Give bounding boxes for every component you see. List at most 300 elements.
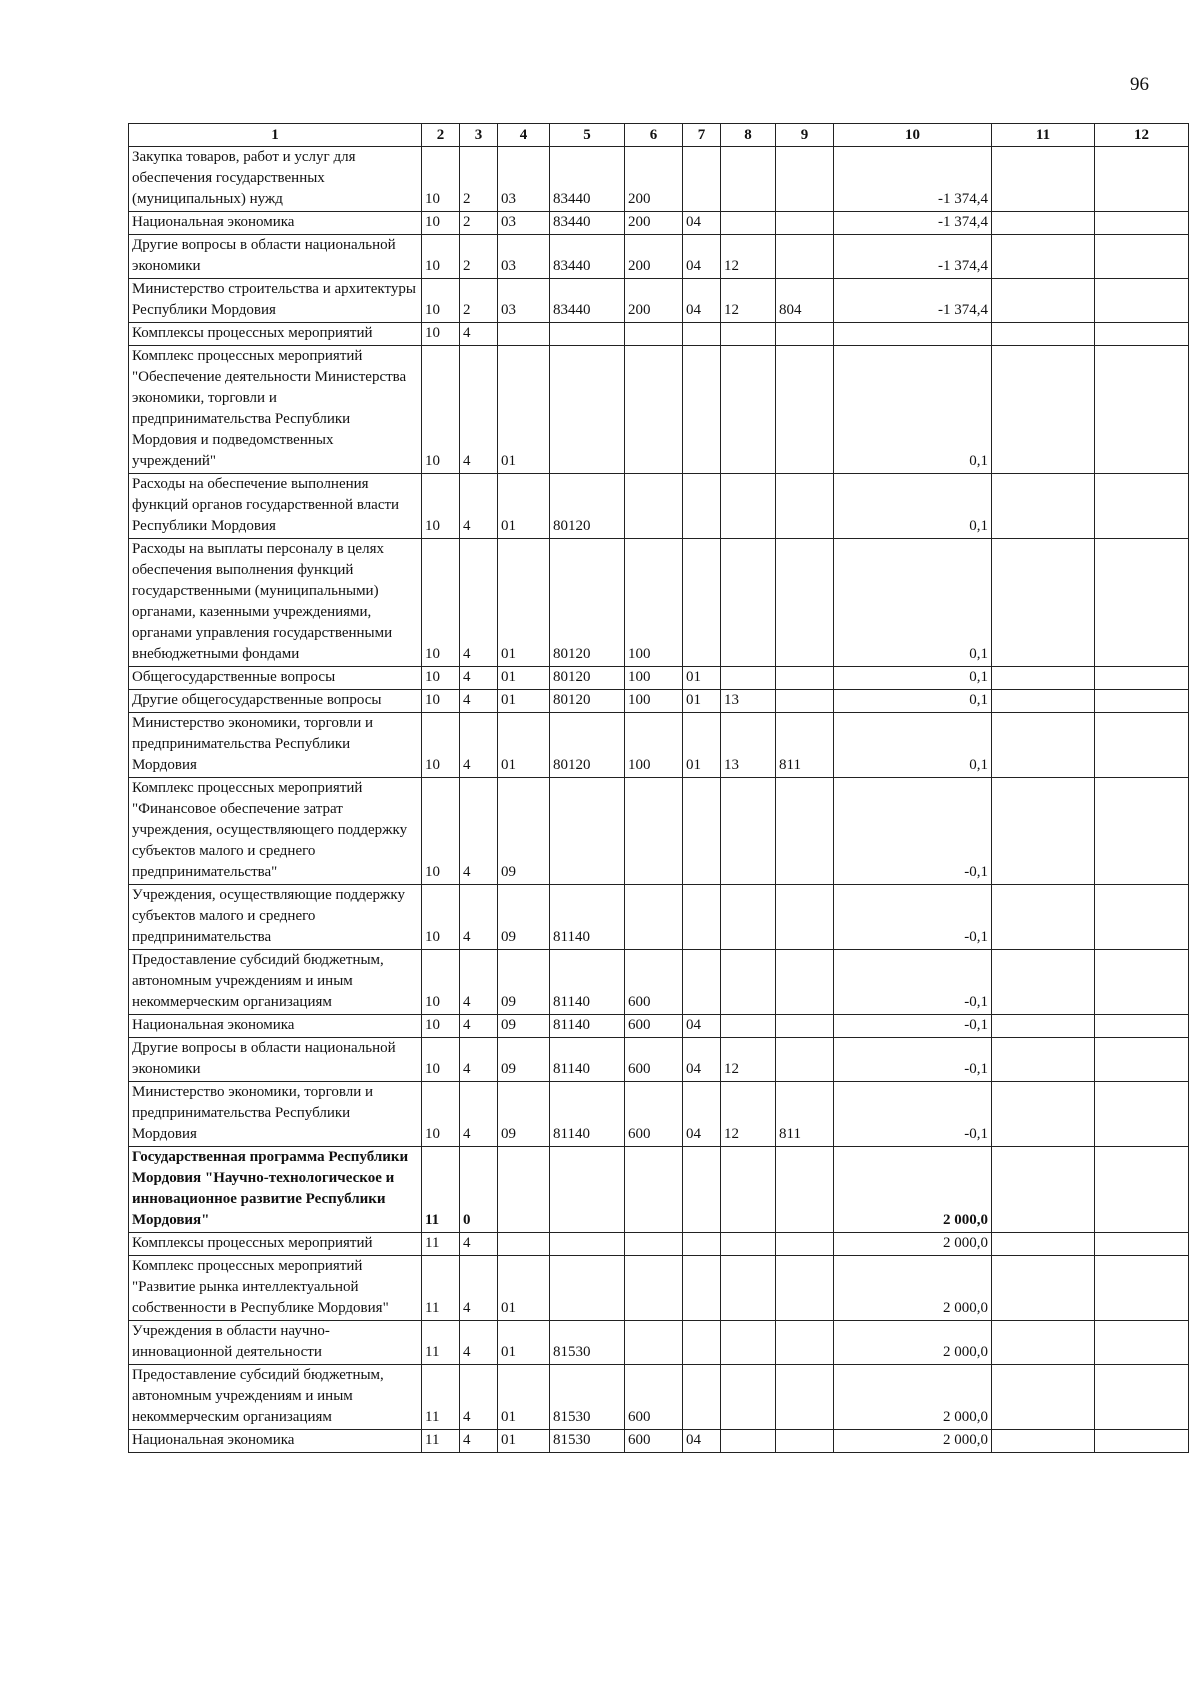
target-item-cell: 81140 <box>550 1082 625 1147</box>
amount-cell: -1 374,4 <box>834 279 992 323</box>
row-name-cell: Министерство экономики, торговли и предпринимательства Республики Мордовия <box>129 1082 422 1147</box>
division-cell: 01 <box>683 667 721 690</box>
target-item-cell: 80120 <box>550 667 625 690</box>
amount-cell: -1 374,4 <box>834 212 992 235</box>
column-header: 1 <box>129 124 422 147</box>
ministry-code-cell: 804 <box>776 279 834 323</box>
section-cell: 11 <box>422 1430 460 1453</box>
division-cell <box>683 323 721 346</box>
expense-type-cell: 600 <box>625 1015 683 1038</box>
program-cell: 01 <box>498 1321 550 1365</box>
target-item-cell: 83440 <box>550 212 625 235</box>
subsection-cell: 4 <box>460 1321 498 1365</box>
program-cell <box>498 323 550 346</box>
column-11-cell <box>992 279 1095 323</box>
row-name-cell: Министерство строительства и архитектуры Республики Мордовия <box>129 279 422 323</box>
target-item-cell: 83440 <box>550 279 625 323</box>
subsection-cell: 4 <box>460 1038 498 1082</box>
ministry-code-cell <box>776 885 834 950</box>
subdivision-cell: 13 <box>721 690 776 713</box>
expense-type-cell: 100 <box>625 667 683 690</box>
column-11-cell <box>992 1233 1095 1256</box>
ministry-code-cell <box>776 212 834 235</box>
table-row <box>129 1365 1189 1430</box>
row-name-cell: Министерство экономики, торговли и предпринимательства Республики Мордовия <box>129 713 422 778</box>
ministry-code-cell <box>776 1038 834 1082</box>
table-row <box>129 279 1189 323</box>
budget-table <box>128 123 1189 1453</box>
program-cell: 03 <box>498 147 550 212</box>
column-11-cell <box>992 346 1095 474</box>
table-row <box>129 346 1189 474</box>
column-header: 2 <box>422 124 460 147</box>
column-12-cell <box>1095 1082 1189 1147</box>
subdivision-cell: 13 <box>721 713 776 778</box>
column-12-cell <box>1095 1321 1189 1365</box>
row-name-cell: Комплекс процессных мероприятий "Финансовое обеспечение затрат учреждения, осуществляющего поддержку субъектов малого и среднего предпринимательства" <box>129 778 422 885</box>
amount-cell: 2 000,0 <box>834 1256 992 1321</box>
amount-cell: 2 000,0 <box>834 1233 992 1256</box>
division-cell <box>683 950 721 1015</box>
program-cell <box>498 1233 550 1256</box>
amount-cell: -0,1 <box>834 1015 992 1038</box>
section-cell: 10 <box>422 690 460 713</box>
expense-type-cell <box>625 1147 683 1233</box>
table-row <box>129 235 1189 279</box>
section-cell: 11 <box>422 1147 460 1233</box>
target-item-cell: 81140 <box>550 1015 625 1038</box>
subsection-cell: 2 <box>460 279 498 323</box>
target-item-cell <box>550 1147 625 1233</box>
ministry-code-cell <box>776 950 834 1015</box>
section-cell: 10 <box>422 539 460 667</box>
subsection-cell: 4 <box>460 885 498 950</box>
ministry-code-cell <box>776 147 834 212</box>
row-name-cell: Комплекс процессных мероприятий "Развитие рынка интеллектуальной собственности в Республике Мордовия" <box>129 1256 422 1321</box>
ministry-code-cell <box>776 474 834 539</box>
table-row <box>129 1015 1189 1038</box>
program-cell: 09 <box>498 1082 550 1147</box>
column-12-cell <box>1095 147 1189 212</box>
target-item-cell: 83440 <box>550 147 625 212</box>
column-11-cell <box>992 713 1095 778</box>
section-cell: 10 <box>422 1015 460 1038</box>
column-11-cell <box>992 1256 1095 1321</box>
section-cell: 11 <box>422 1233 460 1256</box>
table-row <box>129 147 1189 212</box>
section-cell: 10 <box>422 1082 460 1147</box>
subsection-cell: 4 <box>460 778 498 885</box>
program-cell: 03 <box>498 235 550 279</box>
row-name-cell: Комплекс процессных мероприятий "Обеспечение деятельности Министерства экономики, торговли и предпринимательства Республики Мордовия и подведомственных учреждений" <box>129 346 422 474</box>
ministry-code-cell <box>776 690 834 713</box>
subsection-cell: 2 <box>460 235 498 279</box>
subsection-cell: 4 <box>460 539 498 667</box>
table-row <box>129 1256 1189 1321</box>
section-cell: 10 <box>422 279 460 323</box>
row-name-cell: Общегосударственные вопросы <box>129 667 422 690</box>
expense-type-cell <box>625 346 683 474</box>
target-item-cell: 81140 <box>550 885 625 950</box>
subsection-cell: 4 <box>460 1256 498 1321</box>
column-12-cell <box>1095 1365 1189 1430</box>
subdivision-cell <box>721 1256 776 1321</box>
page-number: 96 <box>1130 74 1149 95</box>
expense-type-cell: 600 <box>625 1082 683 1147</box>
section-cell: 10 <box>422 713 460 778</box>
expense-type-cell: 200 <box>625 147 683 212</box>
division-cell <box>683 147 721 212</box>
expense-type-cell <box>625 1321 683 1365</box>
expense-type-cell <box>625 778 683 885</box>
division-cell: 04 <box>683 279 721 323</box>
target-item-cell: 81530 <box>550 1365 625 1430</box>
subdivision-cell <box>721 147 776 212</box>
target-item-cell: 80120 <box>550 690 625 713</box>
row-name-cell: Национальная экономика <box>129 212 422 235</box>
amount-cell: 0,1 <box>834 346 992 474</box>
division-cell <box>683 1233 721 1256</box>
table-row <box>129 1082 1189 1147</box>
column-11-cell <box>992 1038 1095 1082</box>
program-cell: 03 <box>498 212 550 235</box>
column-11-cell <box>992 474 1095 539</box>
section-cell: 11 <box>422 1365 460 1430</box>
subsection-cell: 4 <box>460 1015 498 1038</box>
column-12-cell <box>1095 1256 1189 1321</box>
column-12-cell <box>1095 235 1189 279</box>
table-row <box>129 323 1189 346</box>
target-item-cell <box>550 778 625 885</box>
column-12-cell <box>1095 950 1189 1015</box>
amount-cell: 2 000,0 <box>834 1430 992 1453</box>
column-12-cell <box>1095 778 1189 885</box>
subdivision-cell <box>721 1365 776 1430</box>
program-cell: 09 <box>498 1015 550 1038</box>
column-12-cell <box>1095 1038 1189 1082</box>
row-name-cell: Другие вопросы в области национальной экономики <box>129 1038 422 1082</box>
expense-type-cell <box>625 885 683 950</box>
row-name-cell: Другие общегосударственные вопросы <box>129 690 422 713</box>
program-cell: 01 <box>498 539 550 667</box>
column-11-cell <box>992 1015 1095 1038</box>
column-12-cell <box>1095 279 1189 323</box>
row-name-cell: Предоставление субсидий бюджетным, автономным учреждениям и иным некоммерческим организациям <box>129 1365 422 1430</box>
amount-cell <box>834 323 992 346</box>
division-cell <box>683 474 721 539</box>
column-header: 12 <box>1095 124 1189 147</box>
column-12-cell <box>1095 1015 1189 1038</box>
subdivision-cell <box>721 539 776 667</box>
column-11-cell <box>992 690 1095 713</box>
table-body <box>129 124 1189 1453</box>
column-12-cell <box>1095 323 1189 346</box>
subdivision-cell <box>721 474 776 539</box>
program-cell: 01 <box>498 1256 550 1321</box>
amount-cell: 0,1 <box>834 713 992 778</box>
column-header: 11 <box>992 124 1095 147</box>
amount-cell: 2 000,0 <box>834 1321 992 1365</box>
table-row <box>129 713 1189 778</box>
column-12-cell <box>1095 713 1189 778</box>
program-cell: 01 <box>498 474 550 539</box>
subdivision-cell <box>721 212 776 235</box>
section-cell: 10 <box>422 950 460 1015</box>
amount-cell: -0,1 <box>834 1082 992 1147</box>
amount-cell: -0,1 <box>834 1038 992 1082</box>
amount-cell: 2 000,0 <box>834 1147 992 1233</box>
expense-type-cell: 200 <box>625 212 683 235</box>
program-cell <box>498 1147 550 1233</box>
subsection-cell: 2 <box>460 212 498 235</box>
table-row <box>129 1321 1189 1365</box>
table-row <box>129 539 1189 667</box>
subsection-cell: 4 <box>460 667 498 690</box>
subsection-cell: 4 <box>460 1430 498 1453</box>
subdivision-cell: 12 <box>721 279 776 323</box>
column-12-cell <box>1095 1430 1189 1453</box>
column-12-cell <box>1095 690 1189 713</box>
ministry-code-cell <box>776 346 834 474</box>
division-cell <box>683 1147 721 1233</box>
section-cell: 10 <box>422 778 460 885</box>
column-header: 9 <box>776 124 834 147</box>
division-cell <box>683 539 721 667</box>
row-name-cell: Расходы на обеспечение выполнения функций органов государственной власти Республики Мордовия <box>129 474 422 539</box>
ministry-code-cell <box>776 1321 834 1365</box>
amount-cell: -0,1 <box>834 778 992 885</box>
column-11-cell <box>992 147 1095 212</box>
column-header: 5 <box>550 124 625 147</box>
section-cell: 11 <box>422 1321 460 1365</box>
column-12-cell <box>1095 212 1189 235</box>
target-item-cell: 80120 <box>550 713 625 778</box>
section-cell: 10 <box>422 667 460 690</box>
subsection-cell: 4 <box>460 950 498 1015</box>
program-cell: 09 <box>498 778 550 885</box>
column-12-cell <box>1095 1147 1189 1233</box>
expense-type-cell <box>625 1256 683 1321</box>
expense-type-cell: 600 <box>625 1365 683 1430</box>
table-row <box>129 1147 1189 1233</box>
column-11-cell <box>992 667 1095 690</box>
program-cell: 09 <box>498 885 550 950</box>
amount-cell: 0,1 <box>834 667 992 690</box>
ministry-code-cell <box>776 1147 834 1233</box>
column-11-cell <box>992 1082 1095 1147</box>
division-cell <box>683 885 721 950</box>
column-11-cell <box>992 235 1095 279</box>
row-name-cell: Комплексы процессных мероприятий <box>129 1233 422 1256</box>
division-cell <box>683 778 721 885</box>
division-cell <box>683 1365 721 1430</box>
table-row <box>129 667 1189 690</box>
subsection-cell: 4 <box>460 690 498 713</box>
ministry-code-cell <box>776 1256 834 1321</box>
target-item-cell: 80120 <box>550 474 625 539</box>
subdivision-cell <box>721 1321 776 1365</box>
column-12-cell <box>1095 885 1189 950</box>
target-item-cell: 83440 <box>550 235 625 279</box>
amount-cell: 2 000,0 <box>834 1365 992 1430</box>
column-header: 6 <box>625 124 683 147</box>
subsection-cell: 4 <box>460 474 498 539</box>
subdivision-cell <box>721 885 776 950</box>
subsection-cell: 4 <box>460 1365 498 1430</box>
expense-type-cell: 600 <box>625 1038 683 1082</box>
column-11-cell <box>992 885 1095 950</box>
column-12-cell <box>1095 667 1189 690</box>
section-cell: 10 <box>422 885 460 950</box>
expense-type-cell <box>625 323 683 346</box>
subdivision-cell <box>721 323 776 346</box>
ministry-code-cell <box>776 539 834 667</box>
column-header: 3 <box>460 124 498 147</box>
column-12-cell <box>1095 346 1189 474</box>
ministry-code-cell <box>776 1015 834 1038</box>
column-12-cell <box>1095 474 1189 539</box>
target-item-cell: 81530 <box>550 1430 625 1453</box>
table-row <box>129 1038 1189 1082</box>
subdivision-cell <box>721 1147 776 1233</box>
division-cell: 01 <box>683 713 721 778</box>
subdivision-cell: 12 <box>721 235 776 279</box>
table-row <box>129 212 1189 235</box>
amount-cell: 0,1 <box>834 474 992 539</box>
subdivision-cell <box>721 1430 776 1453</box>
subdivision-cell <box>721 346 776 474</box>
row-name-cell: Учреждения, осуществляющие поддержку субъектов малого и среднего предпринимательства <box>129 885 422 950</box>
column-11-cell <box>992 539 1095 667</box>
division-cell: 04 <box>683 1082 721 1147</box>
program-cell: 09 <box>498 950 550 1015</box>
expense-type-cell: 100 <box>625 690 683 713</box>
division-cell: 04 <box>683 1430 721 1453</box>
subdivision-cell <box>721 667 776 690</box>
ministry-code-cell: 811 <box>776 1082 834 1147</box>
division-cell <box>683 346 721 474</box>
program-cell: 03 <box>498 279 550 323</box>
subdivision-cell: 12 <box>721 1038 776 1082</box>
subdivision-cell <box>721 950 776 1015</box>
subdivision-cell <box>721 1015 776 1038</box>
ministry-code-cell <box>776 1430 834 1453</box>
section-cell: 10 <box>422 474 460 539</box>
column-11-cell <box>992 212 1095 235</box>
program-cell: 01 <box>498 713 550 778</box>
program-cell: 01 <box>498 346 550 474</box>
section-cell: 10 <box>422 235 460 279</box>
division-cell: 04 <box>683 212 721 235</box>
row-name-cell: Комплексы процессных мероприятий <box>129 323 422 346</box>
division-cell <box>683 1256 721 1321</box>
ministry-code-cell <box>776 778 834 885</box>
program-cell: 01 <box>498 1430 550 1453</box>
row-name-cell: Другие вопросы в области национальной экономики <box>129 235 422 279</box>
row-name-cell: Национальная экономика <box>129 1430 422 1453</box>
division-cell <box>683 1321 721 1365</box>
section-cell: 11 <box>422 1256 460 1321</box>
expense-type-cell: 600 <box>625 1430 683 1453</box>
amount-cell: -0,1 <box>834 950 992 1015</box>
division-cell: 04 <box>683 1015 721 1038</box>
column-11-cell <box>992 1430 1095 1453</box>
row-name-cell: Национальная экономика <box>129 1015 422 1038</box>
table-row <box>129 778 1189 885</box>
ministry-code-cell <box>776 323 834 346</box>
table-row <box>129 950 1189 1015</box>
program-cell: 01 <box>498 690 550 713</box>
subsection-cell: 4 <box>460 1082 498 1147</box>
target-item-cell: 80120 <box>550 539 625 667</box>
ministry-code-cell <box>776 1365 834 1430</box>
amount-cell: -0,1 <box>834 885 992 950</box>
column-11-cell <box>992 323 1095 346</box>
ministry-code-cell <box>776 1233 834 1256</box>
subsection-cell: 4 <box>460 323 498 346</box>
expense-type-cell: 600 <box>625 950 683 1015</box>
subdivision-cell: 12 <box>721 1082 776 1147</box>
subsection-cell: 4 <box>460 1233 498 1256</box>
column-11-cell <box>992 950 1095 1015</box>
target-item-cell <box>550 323 625 346</box>
program-cell: 01 <box>498 667 550 690</box>
expense-type-cell: 200 <box>625 279 683 323</box>
expense-type-cell <box>625 1233 683 1256</box>
target-item-cell <box>550 346 625 474</box>
ministry-code-cell <box>776 235 834 279</box>
expense-type-cell: 100 <box>625 713 683 778</box>
row-name-cell: Предоставление субсидий бюджетным, автономным учреждениям и иным некоммерческим организациям <box>129 950 422 1015</box>
expense-type-cell: 100 <box>625 539 683 667</box>
ministry-code-cell <box>776 667 834 690</box>
table-row <box>129 690 1189 713</box>
subdivision-cell <box>721 1233 776 1256</box>
amount-cell: 0,1 <box>834 690 992 713</box>
table-row <box>129 1430 1189 1453</box>
division-cell: 01 <box>683 690 721 713</box>
amount-cell: -1 374,4 <box>834 235 992 279</box>
target-item-cell: 81530 <box>550 1321 625 1365</box>
row-name-cell: Закупка товаров, работ и услуг для обеспечения государственных (муниципальных) нужд <box>129 147 422 212</box>
program-cell: 09 <box>498 1038 550 1082</box>
section-cell: 10 <box>422 323 460 346</box>
target-item-cell: 81140 <box>550 950 625 1015</box>
column-header: 10 <box>834 124 992 147</box>
section-cell: 10 <box>422 346 460 474</box>
target-item-cell <box>550 1233 625 1256</box>
column-12-cell <box>1095 539 1189 667</box>
row-name-cell: Расходы на выплаты персоналу в целях обеспечения выполнения функций государственными (муниципальными) органами, казенными учреждениями, органами управления государственными внебюджетными фондами <box>129 539 422 667</box>
table-row <box>129 474 1189 539</box>
section-cell: 10 <box>422 1038 460 1082</box>
subsection-cell: 0 <box>460 1147 498 1233</box>
program-cell: 01 <box>498 1365 550 1430</box>
amount-cell: -1 374,4 <box>834 147 992 212</box>
column-header: 4 <box>498 124 550 147</box>
row-name-cell: Учреждения в области научно-инновационной деятельности <box>129 1321 422 1365</box>
expense-type-cell <box>625 474 683 539</box>
column-11-cell <box>992 1147 1095 1233</box>
subsection-cell: 2 <box>460 147 498 212</box>
division-cell: 04 <box>683 235 721 279</box>
column-header: 8 <box>721 124 776 147</box>
column-11-cell <box>992 1365 1095 1430</box>
ministry-code-cell: 811 <box>776 713 834 778</box>
section-cell: 10 <box>422 147 460 212</box>
row-name-cell: Государственная программа Республики Мордовия "Научно-технологическое и инновационное развитие Республики Мордовия" <box>129 1147 422 1233</box>
target-item-cell <box>550 1256 625 1321</box>
